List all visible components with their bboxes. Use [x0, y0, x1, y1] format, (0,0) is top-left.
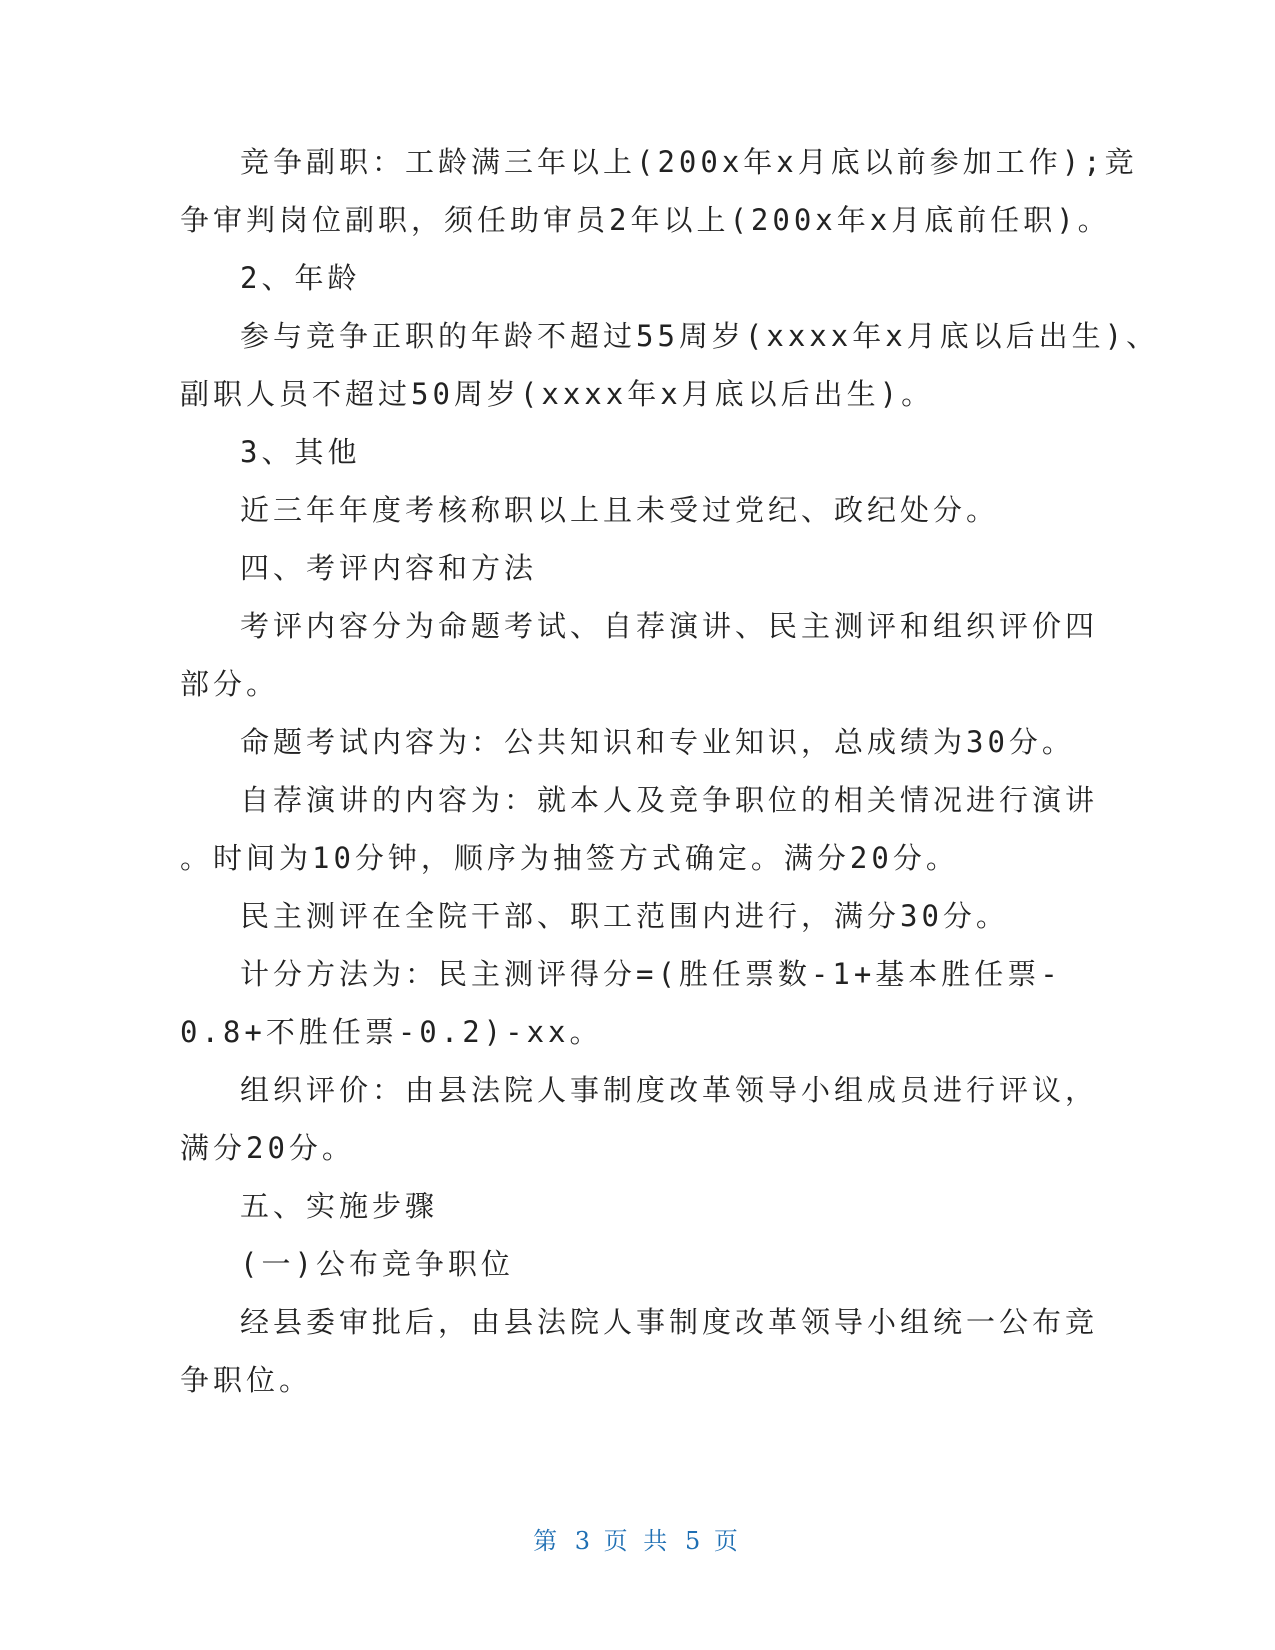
section-heading: 四、考评内容和方法 [240, 551, 538, 585]
section-heading: (一)公布竞争职位 [240, 1247, 514, 1281]
paragraph-line: 满分20分。 [180, 1131, 355, 1165]
paragraph-line: 争审判岗位副职，须任助审员2年以上(200x年x月底前任职)。 [180, 203, 1111, 237]
paragraph-line: 经县委审批后，由县法院人事制度改革领导小组统一公布竞 [240, 1305, 1099, 1339]
paragraph-line: 自荐演讲的内容为：就本人及竞争职位的相关情况进行演讲 [240, 783, 1099, 817]
paragraph-line: 竞争副职：工龄满三年以上(200x年x月底以前参加工作);竞 [240, 145, 1138, 179]
paragraph-line: 命题考试内容为：公共知识和专业知识，总成绩为30分。 [240, 725, 1075, 759]
page-footer [0, 1526, 1275, 1556]
paragraph-line: 参与竞争正职的年龄不超过55周岁(xxxx年x月底以后出生)、 [240, 319, 1160, 353]
paragraph-line: 近三年年度考核称职以上且未受过党纪、政纪处分。 [240, 493, 1000, 527]
paragraph-line: 计分方法为：民主测评得分=(胜任票数-1+基本胜任票- [240, 957, 1062, 991]
paragraph-line: 考评内容分为命题考试、自荐演讲、民主测评和组织评价四 [240, 609, 1099, 643]
current-page-number: 3 [574, 1527, 591, 1555]
paragraph-line: 民主测评在全院干部、职工范围内进行，满分30分。 [240, 899, 1009, 933]
footer-suffix: 页 [713, 1527, 742, 1555]
footer-prefix: 第 [533, 1527, 562, 1555]
total-page-number: 5 [684, 1527, 701, 1555]
section-heading: 五、实施步骤 [240, 1189, 439, 1223]
section-heading: 3、其他 [240, 435, 361, 469]
paragraph-line: 副职人员不超过50周岁(xxxx年x月底以后出生)。 [180, 377, 935, 411]
paragraph-line: 。时间为10分钟，顺序为抽签方式确定。满分20分。 [180, 841, 959, 875]
footer-mid: 页 共 [603, 1527, 672, 1555]
section-heading: 2、年龄 [240, 261, 361, 295]
paragraph-line: 0.8+不胜任票-0.2)-xx。 [180, 1015, 603, 1049]
paragraph-line: 组织评价：由县法院人事制度改革领导小组成员进行评议， [240, 1073, 1099, 1107]
paragraph-line: 部分。 [180, 667, 280, 701]
paragraph-line: 争职位。 [180, 1363, 313, 1397]
